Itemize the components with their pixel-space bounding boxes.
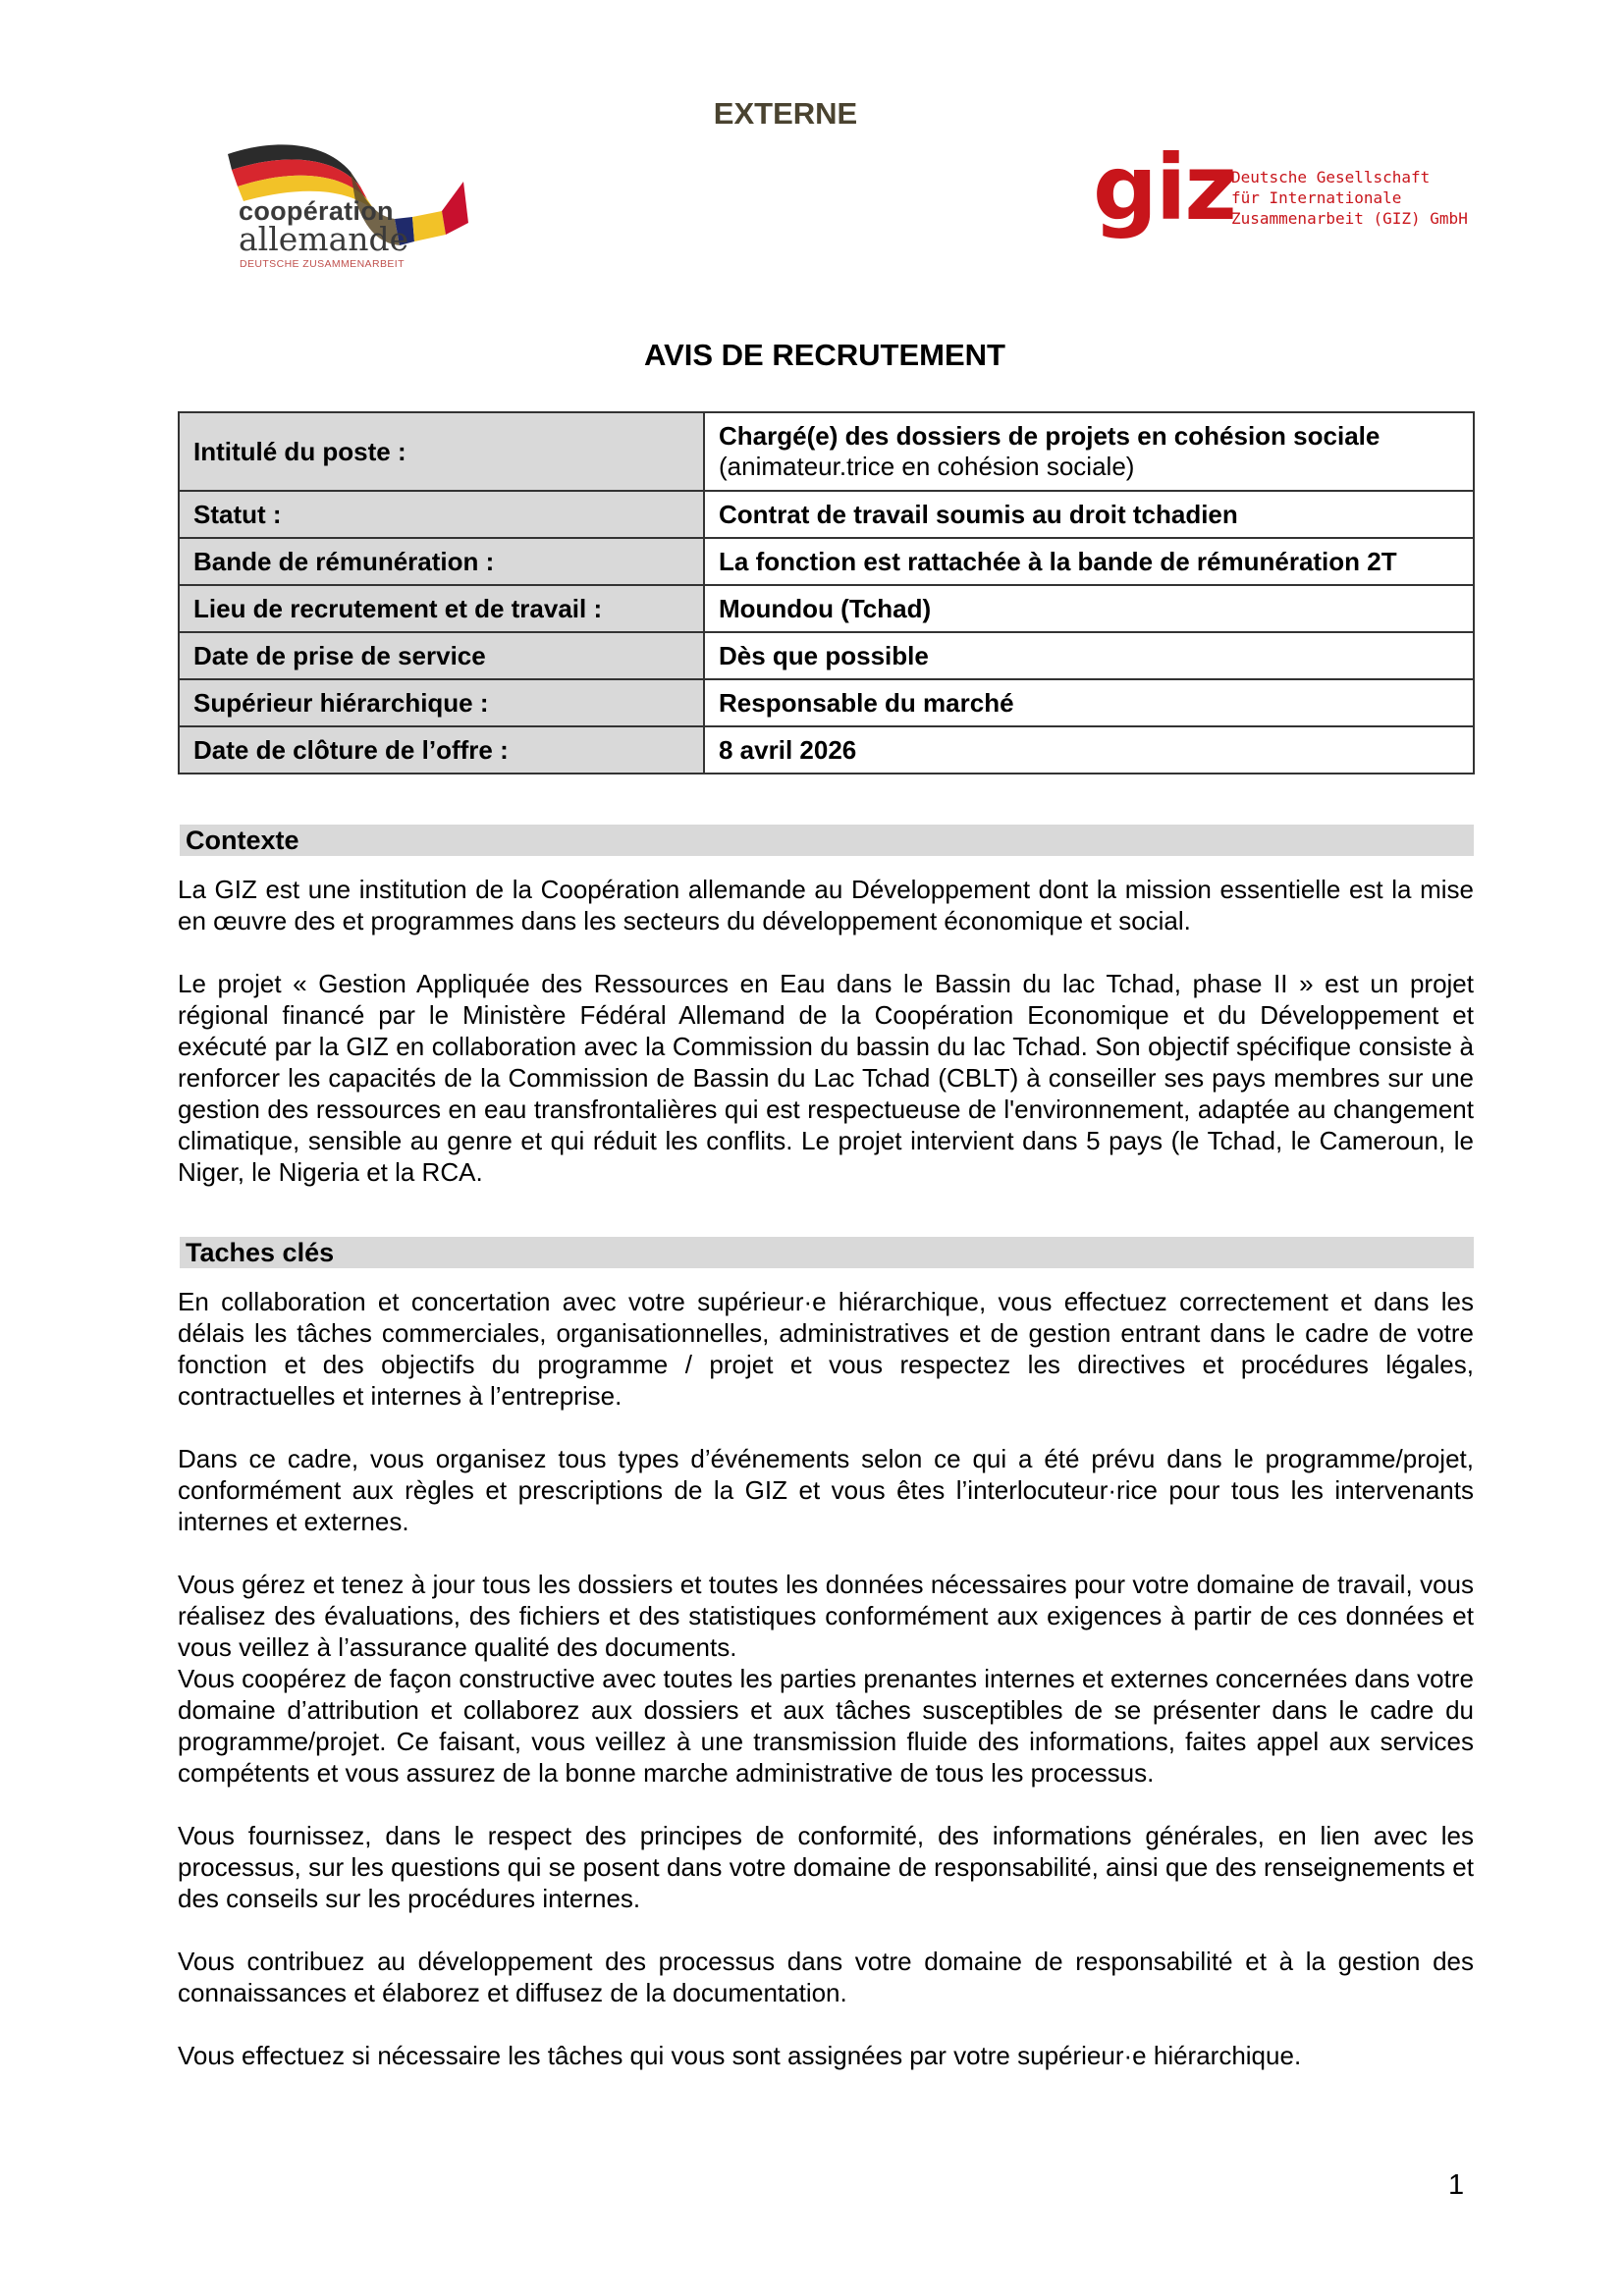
page-number: 1 bbox=[1448, 2169, 1465, 2201]
row-value: Moundou (Tchad) bbox=[704, 585, 1474, 632]
paragraph: Le projet « Gestion Appliquée des Ressources en Eau dans le Bassin du lac Tchad, phase II » est un projet régional financé par le Ministère Fédéral Allemand de la Coopération Economique et du Développement et exécuté par la GIZ en collaboration avec la Commission du bassin du lac Tchad. Son objectif spécifique consiste à renforcer les capacités de la Commission de Bassin du Lac Tchad (CBLT) à conseiller ses pays membres sur une gestion des ressources en eau transfrontalières qui est respectueuse de l'environnement, adaptée au changement climatique, sensible au genre et qui réduit les conflits. Le projet intervient dans 5 pays (le Tchad, le Cameroun, le Niger, le Nigeria et la RCA. bbox=[178, 969, 1474, 1187]
giz-line-1: Deutsche Gesellschaft bbox=[1231, 168, 1431, 187]
paragraph: Vous coopérez de façon constructive avec toutes les parties prenantes internes et externes concernées dans votre domaine d’attribution et collaborez aux dossiers et aux tâches susceptibles de se présenter dans le cadre du programme/projet. Ce faisant, vous veillez à une transmission fluide des informations, faites appel aux services compétents et vous assurez de la bonne marche administrative de tous les processus. bbox=[178, 1664, 1474, 1788]
row-value bbox=[704, 412, 1474, 491]
row-value: Dès que possible bbox=[704, 632, 1474, 679]
row-value: Responsable du marché bbox=[704, 679, 1474, 726]
section-heading-text: Taches clés bbox=[186, 1238, 335, 1267]
table-row bbox=[179, 538, 1474, 585]
classification-label: EXTERNE bbox=[713, 96, 858, 131]
giz-wordmark: giz bbox=[1093, 135, 1235, 240]
paragraph: Vous contribuez au développement des processus dans votre domaine de responsabilité et à la gestion des connaissances et élaborez et diffusez de la documentation. bbox=[178, 1947, 1474, 2007]
giz-descriptor bbox=[1231, 167, 1468, 229]
row-label: Date de clôture de l’offre : bbox=[179, 726, 704, 774]
row-label: Bande de rémunération : bbox=[179, 538, 704, 585]
job-info-table bbox=[178, 411, 1475, 774]
job-title: Chargé(e) des dossiers de projets en cohésion sociale bbox=[719, 421, 1380, 451]
logo-text-deutsche-zusammenarbeit: DEUTSCHE ZUSAMMENARBEIT bbox=[240, 258, 405, 270]
table-row bbox=[179, 585, 1474, 632]
job-title-sub: (animateur.trice en cohésion sociale) bbox=[719, 452, 1135, 481]
giz-line-3: Zusammenarbeit (GIZ) GmbH bbox=[1231, 209, 1468, 228]
paragraph: Vous fournissez, dans le respect des principes de conformité, des informations générales, en lien avec les processus, sur les questions qui se posent dans votre domaine de responsabilité, ainsi que des renseignements et des conseils sur les procédures internes. bbox=[178, 1821, 1474, 1913]
row-label: Intitulé du poste : bbox=[179, 412, 704, 491]
row-label: Supérieur hiérarchique : bbox=[179, 679, 704, 726]
table-row bbox=[179, 491, 1474, 538]
table-row bbox=[179, 632, 1474, 679]
logo-text-allemande: allemande bbox=[239, 220, 409, 258]
paragraph: Vous effectuez si nécessaire les tâches qui vous sont assignées par votre supérieur·e hiérarchique. bbox=[178, 2041, 1302, 2070]
section-heading-taches bbox=[180, 1237, 1474, 1268]
page-title: AVIS DE RECRUTEMENT bbox=[643, 338, 1005, 372]
table-row bbox=[179, 726, 1474, 774]
row-label: Lieu de recrutement et de travail : bbox=[179, 585, 704, 632]
section-heading-contexte bbox=[180, 825, 1474, 856]
paragraph: En collaboration et concertation avec votre supérieur·e hiérarchique, vous effectuez correctement et dans les délais les tâches commerciales, organisationnelles, administratives et de gestion entrant dans le cadre de votre fonction et des objectifs du programme / projet et vous respectez les directives et procédures légales, contractuelles et internes à l’entreprise. bbox=[178, 1287, 1474, 1411]
giz-line-2: für Internationale bbox=[1231, 188, 1402, 207]
table-row bbox=[179, 412, 1474, 491]
paragraph: Vous gérez et tenez à jour tous les dossiers et toutes les données nécessaires pour votre domaine de travail, vous réalisez des évaluations, des fichiers et des statistiques conformément aux exigences à partir de ces données et vous veillez à l’assurance qualité des documents. bbox=[178, 1570, 1474, 1662]
row-label: Date de prise de service bbox=[179, 632, 704, 679]
logo-text-cooperation: coopération bbox=[239, 196, 394, 226]
row-value: 8 avril 2026 bbox=[704, 726, 1474, 774]
row-label: Statut : bbox=[179, 491, 704, 538]
row-value: La fonction est rattachée à la bande de rémunération 2T bbox=[704, 538, 1474, 585]
paragraph: La GIZ est une institution de la Coopération allemande au Développement dont la mission essentielle est la mise en œuvre des et programmes dans les secteurs du développement économique et social. bbox=[178, 875, 1474, 935]
table-row bbox=[179, 679, 1474, 726]
section-heading-text: Contexte bbox=[186, 826, 299, 855]
row-value: Contrat de travail soumis au droit tchadien bbox=[704, 491, 1474, 538]
paragraph: Dans ce cadre, vous organisez tous types d’événements selon ce qui a été prévu dans le programme/projet, conformément aux règles et prescriptions de la GIZ et vous êtes l’interlocuteur·rice pour tous les intervenants internes et externes. bbox=[178, 1444, 1474, 1536]
